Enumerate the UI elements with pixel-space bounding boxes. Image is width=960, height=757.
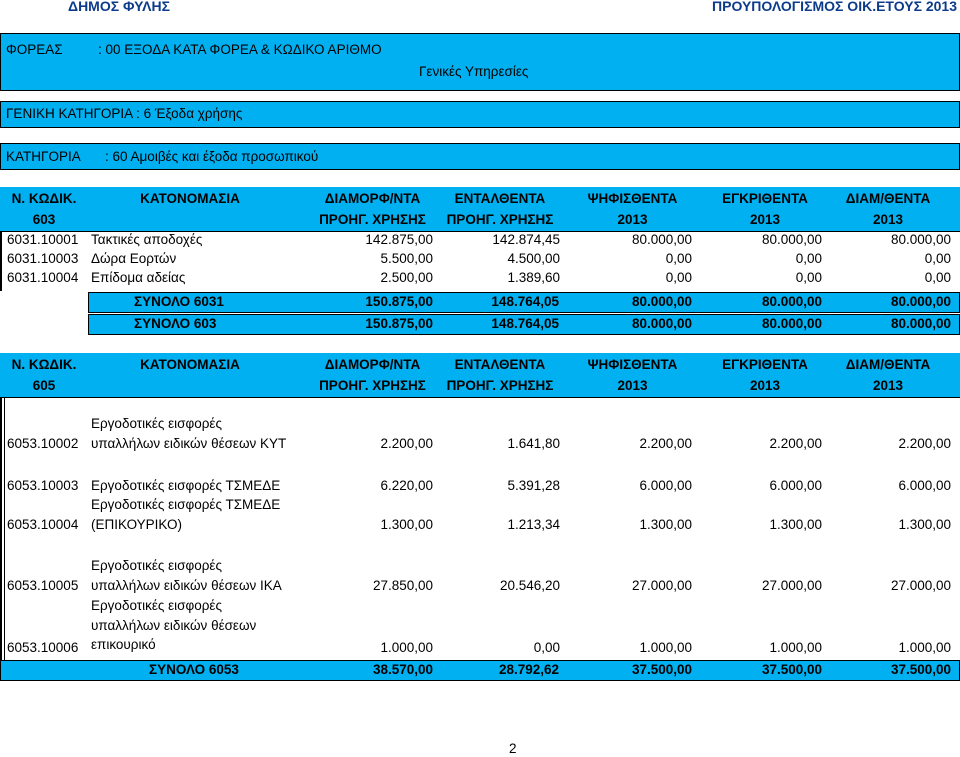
foreas-subtitle: Γενικές Υπηρεσίες	[419, 64, 529, 79]
table-row	[0, 598, 960, 660]
page-number: 2	[509, 741, 517, 756]
total-row-603	[88, 314, 960, 335]
total-v2: 148.764,05	[491, 316, 559, 331]
row-v3: 80.000,00	[631, 232, 692, 247]
row-name-line2: Εργοδοτικές εισφορές ΤΣΜΕΔΕ	[91, 478, 281, 493]
col-code: Ν. ΚΩΔΙΚ.	[11, 357, 77, 372]
total-label: ΣΥΝΟΛΟ 603	[134, 316, 217, 331]
col-4a: ΕΓΚΡΙΘΕΝΤΑ	[722, 191, 808, 206]
foreas-label: ΦΟΡΕΑΣ	[6, 42, 63, 57]
row-v1: 1.300,00	[380, 517, 433, 532]
col-4b: 2013	[749, 378, 781, 393]
row-name: Τακτικές αποδοχές	[91, 232, 203, 247]
row-v2: 1.641,80	[507, 436, 560, 451]
row-v5: 0,00	[924, 270, 951, 285]
total-label: ΣΥΝΟΛΟ 6031	[134, 294, 224, 309]
row-v3: 1.000,00	[639, 640, 692, 655]
row-name-line1: Εργοδοτικές εισφορές	[91, 416, 222, 431]
row-v1: 6.220,00	[380, 478, 433, 493]
total-v3: 37.500,00	[631, 662, 692, 677]
row-name-line1: Εργοδοτικές εισφορές ΤΣΜΕΔΕ	[91, 497, 281, 512]
row-v3: 27.000,00	[631, 578, 692, 593]
col-code: Ν. ΚΩΔΙΚ.	[11, 191, 77, 206]
total-v5: 80.000,00	[890, 316, 951, 331]
row-v5: 80.000,00	[890, 232, 951, 247]
row-code: 6053.10004	[7, 517, 79, 532]
col-1a: ΔΙΑΜΟΡΦ/ΝΤΑ	[324, 191, 421, 206]
row-v1: 1.000,00	[380, 640, 433, 655]
row-v5: 0,00	[924, 251, 951, 266]
col-5b: 2013	[872, 212, 904, 227]
total-v2: 148.764,05	[491, 294, 559, 309]
row-name-line1: Εργοδοτικές εισφορές	[91, 598, 222, 613]
total-v5: 80.000,00	[890, 294, 951, 309]
group-code: 605	[32, 378, 56, 393]
row-v3: 1.300,00	[639, 517, 692, 532]
row-v1: 5.500,00	[380, 251, 433, 266]
row-name-line2: (ΕΠΙΚΟΥΡΙΚΟ)	[91, 517, 182, 532]
col-3b: 2013	[617, 378, 648, 393]
total-v2: 28.792,62	[498, 662, 559, 677]
category-band	[0, 143, 960, 170]
row-v4: 2.200,00	[769, 436, 822, 451]
row-name: Επίδομα αδείας	[91, 270, 186, 285]
category-label: ΚΑΤΗΓΟΡΙΑ	[6, 149, 81, 164]
total-v5: 37.500,00	[890, 662, 951, 677]
row-name-line2: υπαλλήλων ειδικών θέσεων	[91, 618, 257, 633]
row-v1: 2.200,00	[380, 436, 433, 451]
general-category-text: ΓΕΝΙΚΗ ΚΑΤΗΓΟΡΙΑ : 6 Έξοδα χρήσης	[6, 106, 243, 121]
total-v1: 150.875,00	[365, 316, 433, 331]
table-row	[0, 497, 960, 539]
total-v1: 38.570,00	[372, 662, 433, 677]
row-v4: 6.000,00	[769, 478, 822, 493]
col-5b: 2013	[872, 378, 904, 393]
col-3a: ΨΗΦΙΣΘΕΝΤΑ	[587, 357, 678, 372]
table-header-603	[0, 187, 960, 231]
row-code: 6053.10002	[7, 436, 79, 451]
row-name: Δώρα Εορτών	[91, 251, 177, 266]
col-3b: 2013	[617, 212, 648, 227]
row-v2: 1.213,34	[507, 517, 560, 532]
total-v4: 80.000,00	[761, 316, 822, 331]
row-code: 6031.10001	[7, 232, 79, 247]
row-v5: 1.300,00	[898, 517, 951, 532]
row-code: 6053.10003	[7, 478, 79, 493]
col-name: ΚΑΤΟΝΟΜΑΣΙΑ	[140, 357, 240, 372]
row-v4: 1.300,00	[769, 517, 822, 532]
row-v3: 0,00	[665, 270, 692, 285]
row-v1: 2.500,00	[380, 270, 433, 285]
total-v3: 80.000,00	[631, 294, 692, 309]
row-v3: 6.000,00	[639, 478, 692, 493]
total-v1: 150.875,00	[365, 294, 433, 309]
row-code: 6031.10003	[7, 251, 79, 266]
municipality-title: ΔΗΜΟΣ ΦΥΛΗΣ	[68, 0, 171, 14]
general-category-band	[0, 101, 960, 128]
row-v4: 0,00	[795, 270, 822, 285]
col-5a: ΔΙΑΜ/ΘΕΝΤΑ	[845, 191, 931, 206]
category-value: : 60 Αμοιβές και έξοδα προσωπικού	[105, 149, 319, 164]
row-v5: 2.200,00	[898, 436, 951, 451]
row-v1: 142.875,00	[365, 232, 433, 247]
row-v4: 0,00	[795, 251, 822, 266]
row-v5: 27.000,00	[890, 578, 951, 593]
table-row	[0, 478, 960, 498]
row-name-line2: υπαλλήλων ειδικών θέσεων ΚΥΤ	[91, 436, 287, 451]
row-v2: 0,00	[533, 640, 560, 655]
col-2a: ΕΝΤΑΛΘΕΝΤΑ	[454, 357, 546, 372]
total-row-6031	[88, 292, 960, 313]
table-row	[0, 251, 960, 271]
total-v3: 80.000,00	[631, 316, 692, 331]
row-v1: 27.850,00	[372, 578, 433, 593]
col-3a: ΨΗΦΙΣΘΕΝΤΑ	[587, 191, 678, 206]
row-v2: 142.874,45	[492, 232, 560, 247]
row-v5: 1.000,00	[898, 640, 951, 655]
table-row	[0, 416, 960, 458]
row-v4: 80.000,00	[761, 232, 822, 247]
row-v4: 27.000,00	[761, 578, 822, 593]
group-code: 603	[32, 212, 56, 227]
foreas-value: : 00 ΕΞΟΔΑ ΚΑΤΑ ΦΟΡΕΑ & ΚΩΔΙΚΟ ΑΡΙΘΜΟ	[98, 42, 382, 57]
table-row	[0, 270, 960, 290]
row-code: 6031.10004	[7, 270, 79, 285]
col-5a: ΔΙΑΜ/ΘΕΝΤΑ	[845, 357, 931, 372]
divider	[0, 397, 960, 398]
total-v4: 80.000,00	[761, 294, 822, 309]
row-name-line2: υπαλλήλων ειδικών θέσεων ΙΚΑ	[91, 578, 282, 593]
col-2a: ΕΝΤΑΛΘΕΝΤΑ	[454, 191, 546, 206]
row-v2: 4.500,00	[507, 251, 560, 266]
table-row	[0, 558, 960, 600]
table-header-605	[0, 353, 960, 397]
table-row	[0, 232, 960, 252]
foreas-band	[0, 33, 960, 91]
row-v2: 20.546,20	[499, 578, 560, 593]
col-4b: 2013	[749, 212, 781, 227]
row-code: 6053.10005	[7, 578, 79, 593]
col-4a: ΕΓΚΡΙΘΕΝΤΑ	[722, 357, 808, 372]
row-code: 6053.10006	[7, 640, 79, 655]
col-name: ΚΑΤΟΝΟΜΑΣΙΑ	[140, 191, 240, 206]
row-v3: 2.200,00	[639, 436, 692, 451]
col-1a: ΔΙΑΜΟΡΦ/ΝΤΑ	[324, 357, 421, 372]
total-label: ΣΥΝΟΛΟ 6053	[149, 662, 239, 677]
row-name-line3: επικουρικό	[91, 637, 156, 652]
col-2b: ΠΡΟΗΓ. ΧΡΗΣΗΣ	[446, 212, 554, 227]
row-v2: 1.389,60	[507, 270, 560, 285]
total-v4: 37.500,00	[761, 662, 822, 677]
col-2b: ΠΡΟΗΓ. ΧΡΗΣΗΣ	[446, 378, 554, 393]
row-v3: 0,00	[665, 251, 692, 266]
row-v5: 6.000,00	[898, 478, 951, 493]
row-v2: 5.391,28	[507, 478, 560, 493]
total-row-6053	[0, 660, 960, 681]
budget-title: ΠΡΟΥΠΟΛΟΓΙΣΜΟΣ ΟΙΚ.ΕΤΟΥΣ 2013	[712, 0, 957, 14]
row-v4: 1.000,00	[769, 640, 822, 655]
col-1b: ΠΡΟΗΓ. ΧΡΗΣΗΣ	[319, 212, 426, 227]
row-name-line1: Εργοδοτικές εισφορές	[91, 558, 222, 573]
col-1b: ΠΡΟΗΓ. ΧΡΗΣΗΣ	[319, 378, 426, 393]
